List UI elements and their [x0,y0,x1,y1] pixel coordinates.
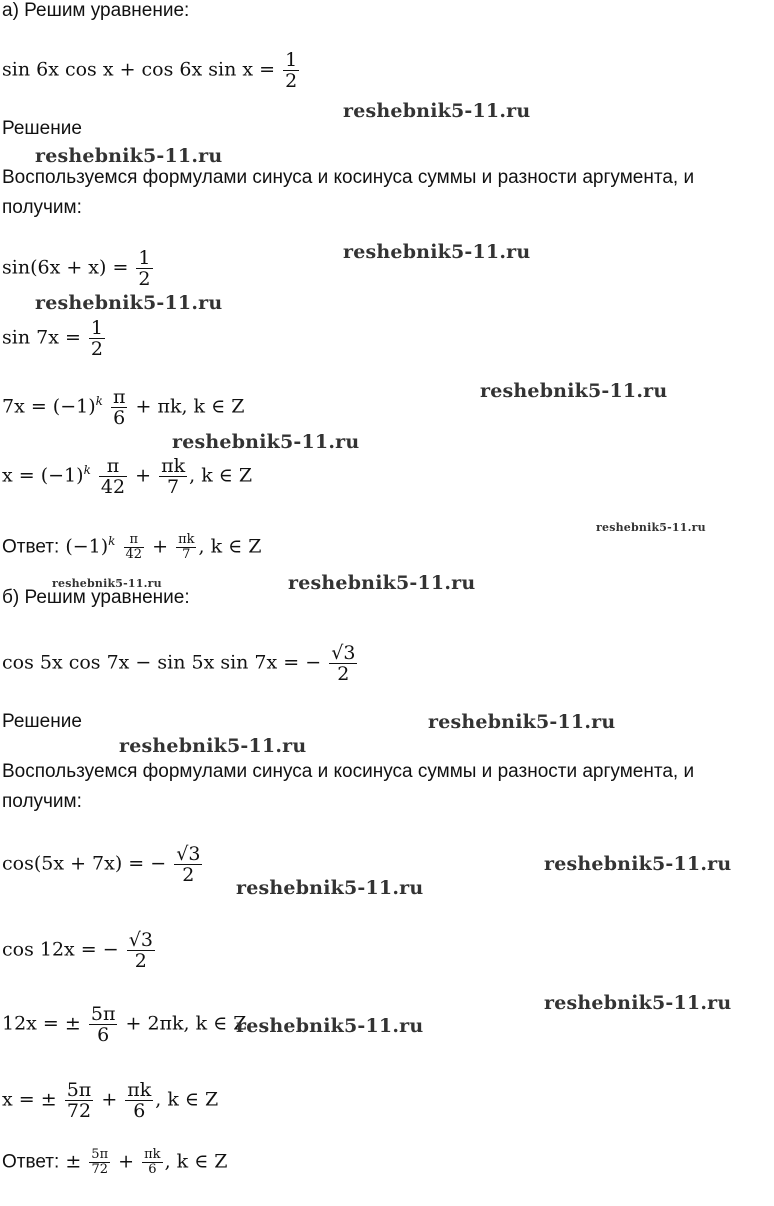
part-b-answer: Ответ: ± $\frac{5\pi}{72}$ + $\frac{\pi k}{6}$ , k ∈ Z [2,1147,228,1177]
equation-lhs: sin 6x cos x + cos 6x sin x = [2,58,276,81]
watermark: reshebnik5-11.ru [172,431,360,453]
watermark: reshebnik5-11.ru [52,577,162,590]
part-a-equation [2,50,301,91]
watermark: reshebnik5-11.ru [596,521,706,534]
watermark: reshebnik5-11.ru [480,380,668,402]
watermark: reshebnik5-11.ru [544,992,732,1014]
watermark: reshebnik5-11.ru [35,145,223,167]
watermark: reshebnik5-11.ru [428,711,616,733]
part-b-heading: б) Решим уравнение: [2,587,190,608]
part-a-heading: а) Решим уравнение: [2,0,190,21]
part-b-explanation-line2: получим: [2,791,82,812]
fraction: $\frac{1}{2}$ [285,49,298,92]
watermark: reshebnik5-11.ru [343,241,531,263]
part-b-solution-label: Решение [2,711,82,732]
part-a-step1: sin(6x + x) = $\frac{1}{2}$ [2,247,151,290]
part-b-step4: x = ± $\frac{5\pi}{72}$ + $\frac{\pi k}{6}$ , k ∈ Z [2,1079,219,1122]
part-a-step4: $x = (-1)^k$ $\frac{\pi}{42}$ + $\frac{\pi k}{7}$ , k ∈ Z [2,455,253,498]
part-a-step3: $7x = (-1)^k$ $\frac{\pi}{6}$ + πk, k ∈ Z [2,386,245,429]
watermark: reshebnik5-11.ru [119,735,307,757]
watermark: reshebnik5-11.ru [236,877,424,899]
part-b-explanation-line1: Воспользуемся формулами синуса и косинуса суммы и разности аргумента, и [2,761,695,782]
part-a-explanation-line2: получим: [2,197,82,218]
watermark: reshebnik5-11.ru [35,292,223,314]
part-b-step1: cos(5x + 7x) = − $\frac{√3}{2}$ [2,843,201,886]
part-a-answer: Ответ: $(-1)^k$ $\frac{\pi}{42}$ + $\frac{\pi k}{7}$ , k ∈ Z [2,531,262,562]
part-a-step2: sin 7x = $\frac{1}{2}$ [2,317,104,360]
watermark: reshebnik5-11.ru [288,572,476,594]
watermark: reshebnik5-11.ru [544,853,732,875]
watermark: reshebnik5-11.ru [343,100,531,122]
part-b-step2: cos 12x = − $\frac{√3}{2}$ [2,929,153,972]
part-b-equation: cos 5x cos 7x − sin 5x sin 7x = − $\frac{√3}{2}$ [2,642,356,685]
part-a-solution-label: Решение [2,118,82,139]
part-a-explanation-line1: Воспользуемся формулами синуса и косинуса суммы и разности аргумента, и [2,167,695,188]
watermark: reshebnik5-11.ru [236,1015,424,1037]
part-b-step3: 12x = ± $\frac{5\pi}{6}$ + 2πk, k ∈ Z [2,1003,247,1046]
